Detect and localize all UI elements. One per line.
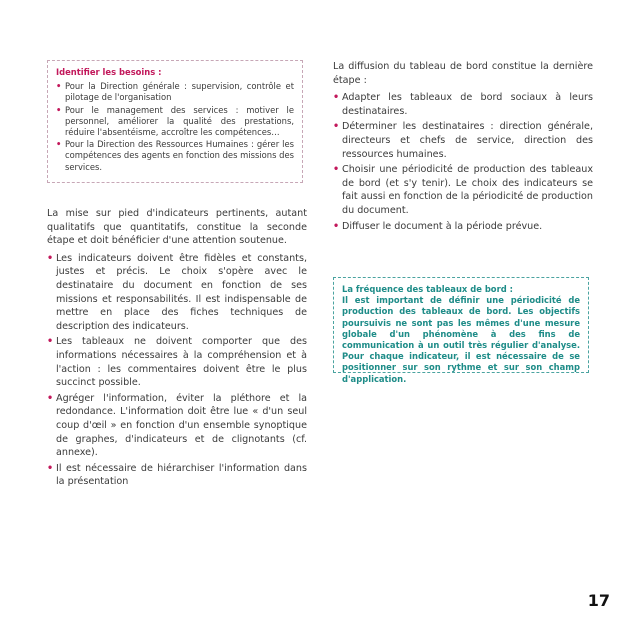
frequency-box-title: La fréquence des tableaux de bord : — [342, 284, 513, 294]
right-bullet-item: • Déterminer les destinataires : direction générale, directeurs et chefs de service, direction des ressources humaines. — [333, 120, 593, 161]
left-bullet-item: • Agréger l'information, éviter la pléthore et la redondance. L'information doit être lue « d'un seul coup d'œil » en fonction d'un ensemble synoptique de graphes, d'indicateurs et de clignotants (cf. annexe). — [47, 392, 307, 460]
left-bullet-item: • Les tableaux ne doivent comporter que des informations nécessaires à la compréhension et à l'action : les commentaires doivent être le plus succinct possible. — [47, 335, 307, 389]
needs-item: • Pour la Direction des Ressources Humaines : gérer les compétences des agents en fonction des missions des services. — [56, 139, 294, 173]
right-bullet-item: • Adapter les tableaux de bord sociaux à leurs destinataires. — [333, 91, 593, 118]
needs-list — [56, 81, 294, 173]
right-bullet-item: • Diffuser le document à la période prévue. — [333, 220, 593, 234]
right-intro-paragraph: La diffusion du tableau de bord constitue la dernière étape : — [333, 61, 593, 86]
page-number: 17 — [587, 591, 610, 610]
needs-item: • Pour le management des services : motiver le personnel, améliorer la qualité des prestations, réduire l'absentéisme, accroître les compétences… — [56, 105, 294, 139]
left-bullet-item: • Il est nécessaire de hiérarchiser l'information dans la présentation — [47, 462, 307, 489]
needs-box-title: Identifier les besoins : — [56, 67, 162, 77]
needs-item: • Pour la Direction générale : supervision, contrôle et pilotage de l'organisation — [56, 81, 294, 103]
left-bullet-list — [47, 252, 307, 489]
left-intro-paragraph: La mise sur pied d'indicateurs pertinents, autant qualitatifs que quantitatifs, constitue la seconde étape et doit bénéficier d'une attention soutenue. — [47, 208, 307, 247]
left-column — [47, 207, 307, 491]
frequency-box-text: Il est important de définir une périodicité de production des tableaux de bord. Les objectifs poursuivis ne sont pas les mêmes d'une mesure globale d'un phénomène à des fins de communication à un outil très régulier d'analyse. Pour chaque indicateur, il est nécessaire de se positionner sur son rythme et sur son champ d'application. — [342, 295, 580, 384]
needs-box — [47, 60, 303, 183]
left-bullet-item: • Les indicateurs doivent être fidèles et constants, justes et précis. Le choix s'opère avec le destinataire du document en fonction de ses missions et responsabilités. Il est indispensable de mettre en place des fiches techniques de description des indicateurs. — [47, 252, 307, 334]
right-bullet-list — [333, 91, 593, 233]
frequency-box — [333, 277, 589, 384]
right-column — [333, 60, 593, 235]
right-bullet-item: • Choisir une périodicité de production des tableaux de bord (et s'y tenir). Le choix des indicateurs se fait aussi en fonction de la périodicité de production du document. — [333, 163, 593, 217]
